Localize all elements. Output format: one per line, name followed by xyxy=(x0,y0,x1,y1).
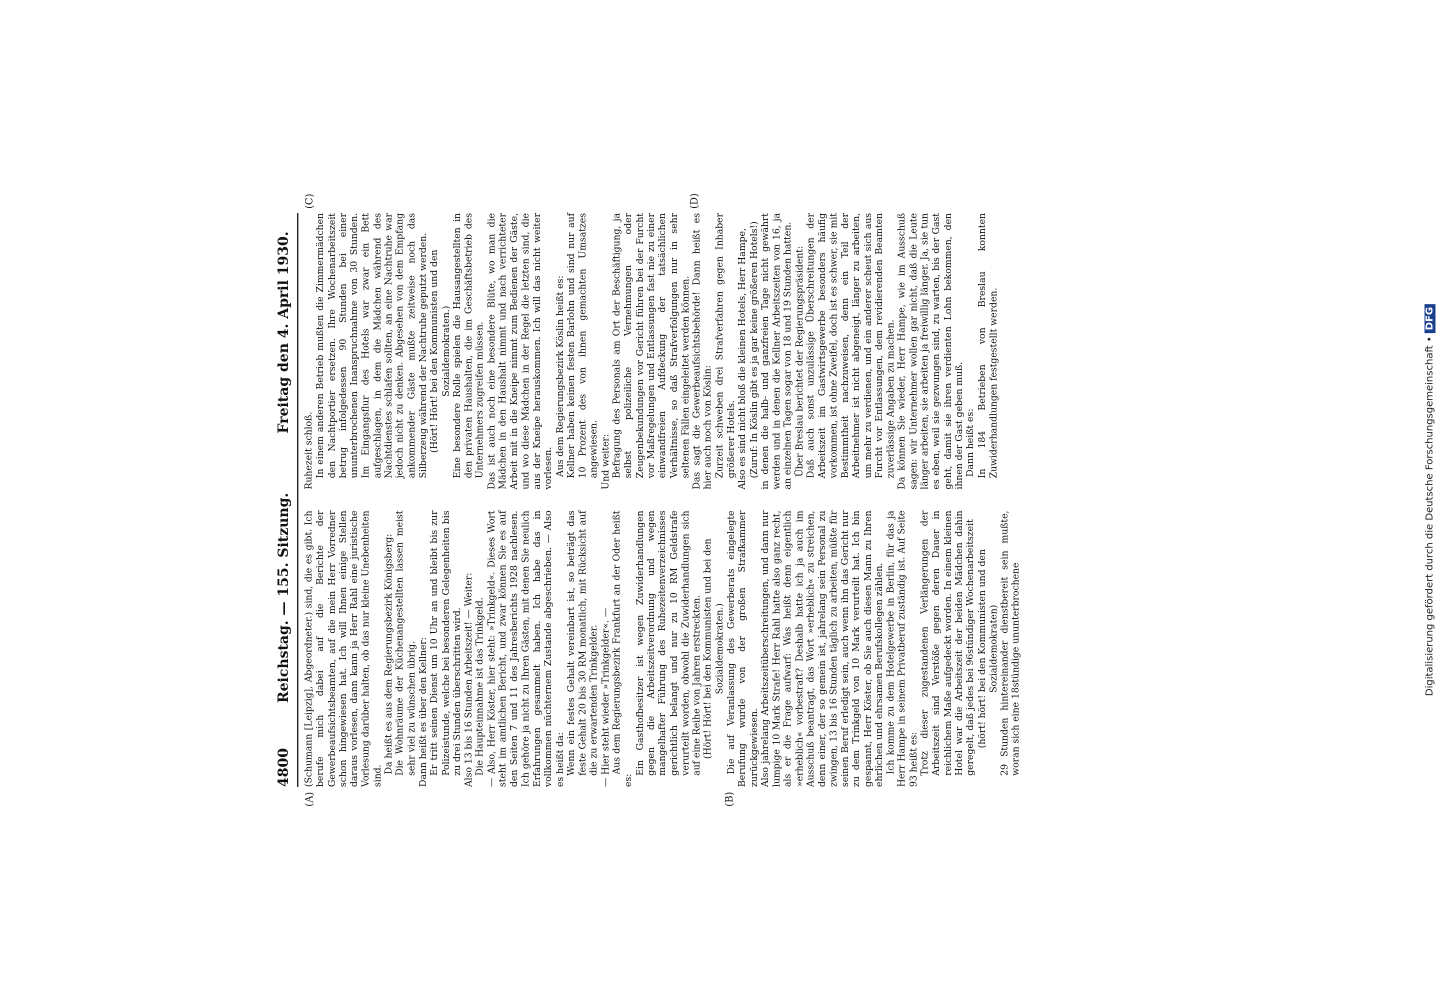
text-paragraph: In 184 Betrieben von Breslau konnten Zuwiderhandlungen festgestellt werden. xyxy=(977,213,999,479)
text-paragraph: Kellner haben keinen festen Barlohn und sind nur auf 10 Prozent des von ihnen gemachten Umsatzes angewiesen. xyxy=(566,213,600,479)
text-paragraph: Aus dem Regierungsbezirk Frankfurt an der Oder heißt es: xyxy=(612,510,634,787)
text-paragraph: Ich komme zu dem Hotelgewerbe in Berlin, für das ja Herr Hampe in seinem Privatberuf zuständig ist. Auf Seite 93 heißt es: xyxy=(885,510,920,787)
text-paragraph: Da können Sie wieder, Herr Hampe, wie im Ausschuß sagen: wir Unternehmer wollen gar nicht, daß die Leute länger arbeiten, sie arbeiten ja freiwillig länger. Ja, sie tun es eben, weil sie gezwungen sind, zu warten, bis der Gast geht, damit sie ihren verdienten Lohn bekommen, den ihnen der Gast geben muß. xyxy=(897,213,965,490)
text-paragraph: Über Breslau berichtet der Regierungspräsident: xyxy=(794,245,806,477)
text-paragraph: — Hier steht wieder »Trinkgelder«. — xyxy=(600,607,612,787)
text-paragraph: (hört! hört! bei den Kommunisten und den Sozialdemokraten) xyxy=(977,549,999,749)
text-paragraph: Ein Gasthofbesitzer ist wegen Zuwiderhandlungen gegen die Arbeitszeitverordnung und wegen mangelhafter Führung des Ruhezeitenverzeichnisses gerichtlich belangt und nur zu 10 RM Geldstrafe verurteilt worden, obwohl die Zuwiderhandlungen sich auf eine Reihe von Jahren erstreckten. xyxy=(634,510,703,776)
text-paragraph: Die auf Veranlassung des Gewerberats eingelegte Berufung wurde von der großen Strafkammer zurückgewiesen. xyxy=(726,510,760,787)
text-paragraph: Dann heißt es: xyxy=(965,408,977,477)
text-paragraph: Befragung des Personals am Ort der Beschäftigung, ja selbst polizeiliche Vernehmungen oder Zeugenbekundungen vor Gericht führen bei der Furcht vor Maßregelungen und Entlassungen fast nie zu einer einwandfreien Aufdeckung der tatsächlichen Verhältnisse, so daß Strafverfolgungen nur in sehr seltenen Fällen eingeleitet werden können. xyxy=(612,213,691,479)
digitization-credit xyxy=(1425,304,1436,696)
text-paragraph: Er tritt seinen Dienst um 10 Uhr an und bleibt bis zur Polizeistunde, welche bei besonderen Gelegenheiten bis zu drei Stunden überschritten wird. xyxy=(429,510,463,776)
page-header xyxy=(269,185,297,815)
text-paragraph: (Zuruf: In Köslin gibt es ja gar keine größeren Hotels!) xyxy=(748,221,760,479)
credit-text: Digitalisierung gefördert durch die Deutsche Forschungsgemeinschaft • xyxy=(1424,336,1436,697)
margin-marker-d: (D) xyxy=(689,193,701,209)
text-paragraph: Eine besondere Rolle spielen die Hausangestellten in den privaten Haushalten, die im Geschäftsbetrieb des Unternehmers zugreifen müssen. xyxy=(452,213,486,479)
text-paragraph: Ruhezeit schloß. xyxy=(304,411,315,490)
text-paragraph: Da heißt es aus dem Regierungsbezirk Königsberg: xyxy=(383,533,395,775)
text-paragraph: Trotz dieser zugestandenen Verlängerungen der Arbeitszeit sind Verstöße gegen deren Dauer in reichlichem Maße aufgedeckt worden. In einem kleinen Hotel war die Arbeitszeit der beiden Mädchen dahin geregelt, daß jedes bei 96stündiger Wochenarbeitszeit xyxy=(920,510,977,776)
text-paragraph: Also 13 bis 16 Stunden Arbeitszeit! — Weiter: xyxy=(463,572,475,787)
margin-marker-b: (B) xyxy=(724,791,736,807)
text-paragraph: — Also, Herr Köster, hier steht: »Trinkgeld«. Dieses Wort steht im amtlichen Bericht, und zwar können Sie es auf den Seiten 7 und 11 des Jahresberichts 1928 nachlesen. Ich gehöre ja nicht zu Ihren Gästen, mit denen Sie neulich Erfahrungen gesammelt haben. Ich habe das in vollkommen nüchternem Zustande abgeschrieben. — Also es heißt da: xyxy=(486,510,566,787)
page-number: 4800 xyxy=(274,748,292,787)
left-text-column xyxy=(304,511,1023,788)
text-paragraph: Daß auch sonst unzulässige Überschreitungen der Arbeitszeit im Gastwirtsgewerbe besonders häufig vorkommen, ist ohne Zweifel, doch ist es schwer, sie mit Bestimmtheit nachzuweisen, denn ein Teil der Arbeitnehmer ist nicht abgeneigt, länger zu arbeiten, um mehr zu verdienen, und ein anderer scheut sich aus Furcht vor Entlassungen, dem revidierenden Beamten zuverlässige Angaben zu machen. xyxy=(805,213,897,479)
text-paragraph: Die Wohnräume der Küchenangestellten lassen meist sehr viel zu wünschen übrig. xyxy=(395,510,418,776)
margin-marker-c: (C) xyxy=(304,193,316,209)
dfg-logo: DFG xyxy=(1425,304,1436,333)
header-rule xyxy=(297,213,298,787)
text-paragraph: Die Haupteinnahme ist das Trinkgeld. xyxy=(475,597,486,776)
text-paragraph: Dann heißt es über den Kellner: xyxy=(418,637,429,787)
text-paragraph: Zurzeit schweben drei Strafverfahren gegen Inhaber größerer Hotels. xyxy=(714,213,737,479)
right-text-column xyxy=(304,213,1000,490)
text-paragraph: Also es sind nicht bloß die kleinen Hotels, Herr Hampe, xyxy=(737,228,748,490)
text-paragraph: in denen die halb- und ganzfreien Tage nicht gewährt werden und in denen die Kellner Arbeitszeiten von 16, ja an einzelnen Tagen sogar von 18 und 19 Stunden hatten. xyxy=(760,213,794,490)
text-paragraph: In einem anderen Betrieb mußten die Zimmermädchen den Nachtportier ersetzen. Ihre Wochenarbeitszeit betrug infolgedessen 90 Stunden bei einer ununterbrochenen Inanspruchnahme von 30 Stunden. Im Eingangsflur des Hotels war zwar ein Bett aufgeschlagen, in dem die Mädchen während des Nachtdienstes schlafen sollten, an eine Nachtruhe war jedoch nicht zu denken. Abgesehen von dem Empfang ankommender Gäste mußte zeitweise noch das Silberzeug während der Nachtruhe geputzt werden. xyxy=(315,213,429,479)
text-paragraph: Das ist auch noch eine besondere Blüte, wo man die Mädchen in den Haushalt nimmt und nach verrichteter Arbeit mit in die Kneipe nimmt zum Bedienen der Gäste, und wo diese Mädchen in der Regel die letzten sind, die aus der Kneipe herauskommen. Ich will das nicht weiter vorlesen. xyxy=(486,213,555,490)
text-paragraph: Wenn ein festes Gehalt vereinbart ist, so beträgt das feste Gehalt 20 bis 30 RM monatlich, mit Rücksicht auf die zu erwartenden Trinkgelder. xyxy=(566,510,600,776)
text-paragraph: 29 Stunden hintereinander dienstbereit sein mußte, woran sich eine 18stündige ununterbrochene xyxy=(999,510,1022,776)
text-paragraph: (Hört! Hört! bei den Kommunisten und den Sozialdemokraten.) xyxy=(429,249,452,453)
text-paragraph: Aus dem Regierungsbezirk Köslin heißt es: xyxy=(554,275,566,477)
text-paragraph: Und weiter: xyxy=(600,433,612,490)
session-date: Freitag den 4. April 1930. xyxy=(274,231,292,434)
text-paragraph: Also jahrelang Arbeitszeitüberschreitungen, und dann nur lumpige 10 Mark Strafe! Herr Rahl hatte also ganz recht, als er die Frage aufwarf: Was heißt denn eigentlich »erheblich« vorbestraft? Deshalb hatte ich ja auch im Ausschuß beantragt, das Wort »erheblich« zu streichen, denn einer, der so gemein ist, jahrelang sein Personal zu zwingen, 13 bis 16 Stunden täglich zu arbeiten, müßte für seinen Beruf erledigt sein, auch wenn ihn das Gericht nur zu dem Trinkgeld von 10 Mark verurteilt hat. Ich bin gespannt, Herr Köster, ob Sie auch diesen Mann zu Ihren ehrlichen und ehrsamen Berufskollegen zählen. xyxy=(760,510,885,787)
running-title: Reichstag. — 155. Sitzung. xyxy=(274,492,292,703)
text-paragraph: (Schumann [Leipzig], Abgeordneter.) sind, die es gibt. Ich berufe mich dabei auf die Berichte der Gewerbeaufsichtsbeamten, auf die mein Herr Vorredner schon hingewiesen hat. Ich will Ihnen einige Stellen daraus vorlesen, dann kann ja Herr Rahl eine juristische Vorlesung darüber halten, ob das nur kleine Unebenheiten sind. xyxy=(304,510,383,787)
rotated-document-page xyxy=(269,185,1165,815)
text-paragraph: (Hört! Hört! bei den Kommunisten und bei den Sozialdemokraten.) xyxy=(703,538,726,760)
text-paragraph: Das sagt die Gewerbeaufsichtsbehörde! Dann heißt es hier auch noch von Köslin: xyxy=(691,213,714,490)
margin-marker-a: (A) xyxy=(304,791,316,807)
